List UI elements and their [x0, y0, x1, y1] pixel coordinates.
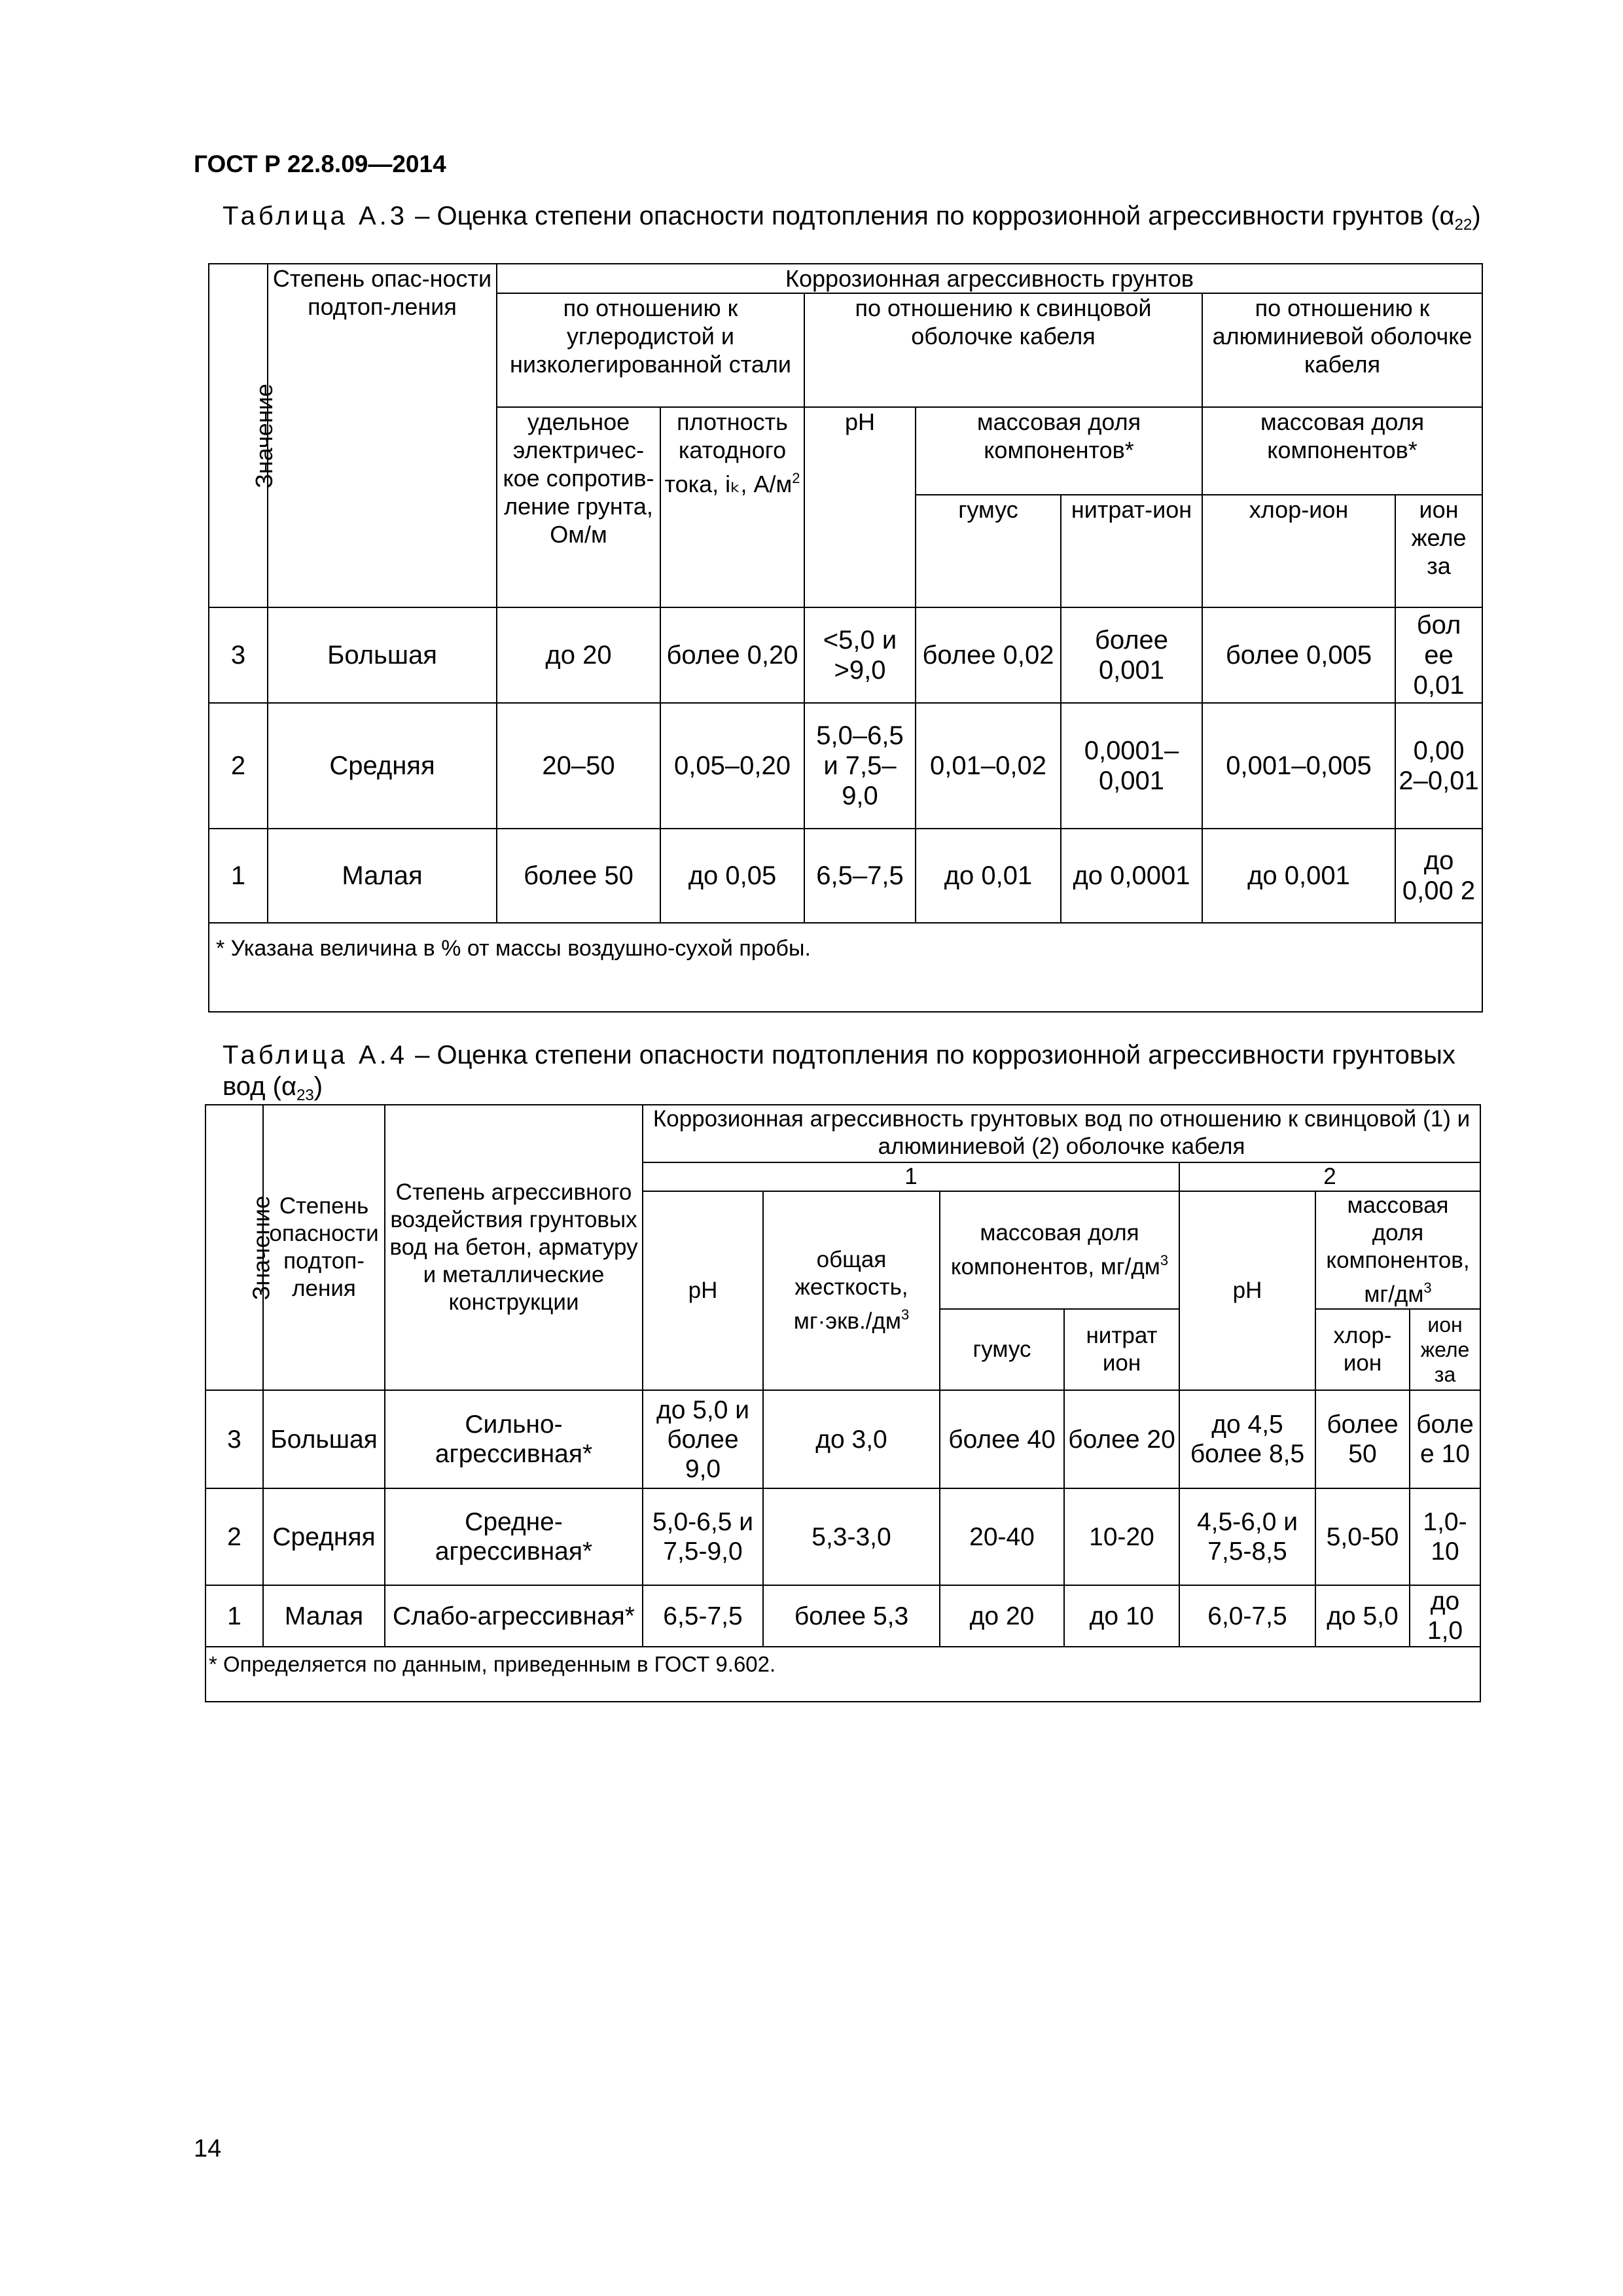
table4-cell-ph1: 6,5-7,5 — [643, 1585, 763, 1647]
table3-caption-end: ) — [1472, 202, 1481, 230]
table3-header-lead: по отношению к свинцовой оболочке кабеля — [804, 293, 1202, 407]
table4-header-chlorine: хлор-ион — [1315, 1309, 1410, 1390]
table3-cell-resist: более 50 — [497, 829, 660, 923]
table3-cell-ph: 5,0–6,5 и 7,5–9,0 — [804, 703, 916, 829]
table3-footnote: * Указана величина в % от массы воздушно-сухой пробы. — [209, 923, 1482, 1012]
table3-cell-iron: 0,00 2–0,01 — [1395, 703, 1482, 829]
table3-header-degree: Степень опас-ности подтоп-ления — [268, 264, 497, 607]
table4-header-mass1-sup: 3 — [1160, 1252, 1169, 1268]
table4-caption-end: ) — [313, 1072, 323, 1101]
table4-cell-nitrate: более 20 — [1064, 1390, 1179, 1488]
table4-cell-ph1: до 5,0 и более 9,0 — [643, 1390, 763, 1488]
table4-header-mass1 — [940, 1191, 1179, 1309]
table4-cell-chlor: 5,0-50 — [1315, 1488, 1410, 1585]
table4-cell-hard: 5,3-3,0 — [763, 1488, 940, 1585]
table3-cell-degree: Большая — [268, 607, 497, 703]
table4-cell-humus: 20-40 — [940, 1488, 1064, 1585]
table3-header-density-text: плотность катодного тока, iₖ, А/м — [664, 408, 793, 497]
table4-cell-humus: до 20 — [940, 1585, 1064, 1647]
table3-header-humus: гумус — [916, 495, 1061, 607]
table3-cell-value: 3 — [209, 607, 268, 703]
table4-cell-chlor: более 50 — [1315, 1390, 1410, 1488]
table4-header-hardness-text: общая жесткость, мг·экв./дм — [793, 1247, 908, 1334]
table3-caption-sub: 22 — [1454, 216, 1472, 234]
table4-footnote: * Определяется по данным, приведенным в ГОСТ 9.602. — [205, 1647, 1480, 1702]
table4-cell-nitrate: до 10 — [1064, 1585, 1179, 1647]
table3-cell-humus: до 0,01 — [916, 829, 1061, 923]
table4-header-hardness — [763, 1191, 940, 1390]
table-row — [209, 607, 1482, 703]
table3-cell-density: до 0,05 — [660, 829, 804, 923]
table4 — [205, 1104, 1481, 1702]
table4-header-group1: 1 — [643, 1162, 1179, 1191]
table4-cell-ph1: 5,0-6,5 и 7,5-9,0 — [643, 1488, 763, 1585]
table4-cell-value: 3 — [205, 1390, 263, 1488]
table4-cell-aggr: Слабо-агрессивная* — [385, 1585, 643, 1647]
table3-caption-label: Таблица А.3 — [223, 202, 408, 230]
table4-header-ph2: pH — [1179, 1191, 1315, 1390]
table3-cell-chlor: до 0,001 — [1202, 829, 1395, 923]
table3-header-mass-lead: массовая доля компонентов* — [916, 407, 1202, 495]
document-header: ГОСТ Р 22.8.09—2014 — [194, 151, 446, 177]
table4-header-mass1-text: массовая доля компонентов, мг/дм — [950, 1220, 1160, 1280]
table-row — [205, 1488, 1480, 1585]
table3 — [208, 263, 1483, 1013]
table3-header-nitrate: нитрат-ион — [1061, 495, 1202, 607]
table4-cell-degree: Средняя — [263, 1488, 385, 1585]
table4-header-corrosion: Коррозионная агрессивность грунтовых вод по отношению к свинцовой (1) и алюминиевой (2) оболочке кабеля — [643, 1105, 1480, 1162]
table3-header-chlorine: хлор-ион — [1202, 495, 1395, 607]
table4-header-mass2 — [1315, 1191, 1480, 1309]
table3-header-ph: pH — [804, 407, 916, 607]
table4-cell-iron: до 1,0 — [1410, 1585, 1480, 1647]
table4-cell-degree: Большая — [263, 1390, 385, 1488]
table3-cell-iron: бол ее 0,01 — [1395, 607, 1482, 703]
table3-header-value-text: Значение — [250, 384, 277, 488]
table4-cell-humus: более 40 — [940, 1390, 1064, 1488]
table4-header-group2: 2 — [1179, 1162, 1480, 1191]
table-row — [209, 703, 1482, 829]
table3-header-resistivity: удельное электричес-кое сопротив-ление грунта, Ом/м — [497, 407, 660, 607]
table4-header-value — [205, 1105, 275, 1390]
table-row — [205, 1390, 1480, 1488]
table4-header-aggressiveness: Степень агрессивного воздействия грунтовых вод на бетон, арматуру и металлические конструкции — [385, 1105, 643, 1390]
table4-caption-sub: 23 — [296, 1086, 314, 1104]
table4-header-hardness-sup: 3 — [901, 1306, 910, 1323]
page-number: 14 — [194, 2135, 222, 2162]
table-row — [205, 1585, 1480, 1647]
table4-header-ph1: pH — [643, 1191, 763, 1390]
table3-caption — [223, 200, 1505, 241]
table4-cell-hard: до 3,0 — [763, 1390, 940, 1488]
table3-cell-value: 2 — [209, 703, 268, 829]
table4-header-degree: Степень опасности подтоп-ления — [263, 1105, 385, 1390]
table4-cell-degree: Малая — [263, 1585, 385, 1647]
table4-cell-iron: боле е 10 — [1410, 1390, 1480, 1488]
table4-cell-nitrate: 10-20 — [1064, 1488, 1179, 1585]
table3-cell-degree: Средняя — [268, 703, 497, 829]
table4-header-iron: ион желе за — [1410, 1309, 1480, 1390]
table4-cell-chlor: до 5,0 — [1315, 1585, 1410, 1647]
table4-cell-value: 1 — [205, 1585, 263, 1647]
table4-cell-aggr: Средне-агрессивная* — [385, 1488, 643, 1585]
table3-cell-chlor: 0,001–0,005 — [1202, 703, 1395, 829]
table4-cell-ph2: до 4,5 более 8,5 — [1179, 1390, 1315, 1488]
table3-cell-value: 1 — [209, 829, 268, 923]
table3-cell-nitrate: более 0,001 — [1061, 607, 1202, 703]
table3-cell-density: более 0,20 — [660, 607, 804, 703]
table3-cell-ph: <5,0 и >9,0 — [804, 607, 916, 703]
table3-header-aluminium: по отношению к алюминиевой оболочке кабеля — [1202, 293, 1482, 407]
table3-cell-humus: 0,01–0,02 — [916, 703, 1061, 829]
table3-cell-nitrate: до 0,0001 — [1061, 829, 1202, 923]
table3-header-steel: по отношению к углеродистой и низколегированной стали — [497, 293, 804, 407]
table3-cell-chlor: более 0,005 — [1202, 607, 1395, 703]
table3-cell-degree: Малая — [268, 829, 497, 923]
table3-header-value — [209, 264, 277, 607]
table3-cell-resist: до 20 — [497, 607, 660, 703]
table4-cell-value: 2 — [205, 1488, 263, 1585]
table4-cell-hard: более 5,3 — [763, 1585, 940, 1647]
table3-cell-resist: 20–50 — [497, 703, 660, 829]
table3-header-corrosion: Коррозионная агрессивность грунтов — [497, 264, 1482, 293]
table4-header-nitrate: нитрат ион — [1064, 1309, 1179, 1390]
table3-header-density-sup: 2 — [792, 470, 800, 486]
table3-cell-iron: до 0,00 2 — [1395, 829, 1482, 923]
table3-caption-text: – Оценка степени опасности подтопления по коррозионной агрессивности грунтов (α — [408, 202, 1455, 230]
table4-cell-iron: 1,0-10 — [1410, 1488, 1480, 1585]
table3-cell-density: 0,05–0,20 — [660, 703, 804, 829]
table4-header-humus: гумус — [940, 1309, 1064, 1390]
table3-header-density — [660, 407, 804, 607]
table3-cell-ph: 6,5–7,5 — [804, 829, 916, 923]
table3-header-iron: ион желе за — [1395, 495, 1482, 607]
table3-cell-nitrate: 0,0001–0,001 — [1061, 703, 1202, 829]
table4-header-value-text: Значение — [247, 1195, 275, 1300]
table3-cell-humus: более 0,02 — [916, 607, 1061, 703]
table4-caption — [223, 1039, 1505, 1111]
table-row — [209, 829, 1482, 923]
table4-cell-ph2: 6,0-7,5 — [1179, 1585, 1315, 1647]
table4-cell-ph2: 4,5-6,0 и 7,5-8,5 — [1179, 1488, 1315, 1585]
table4-header-mass2-sup: 3 — [1423, 1280, 1432, 1296]
table4-caption-text: – Оценка степени опасности подтопления по коррозионной агрессивности грунтовых вод (α — [223, 1041, 1455, 1101]
table4-cell-aggr: Сильно-агрессивная* — [385, 1390, 643, 1488]
table3-header-mass-alu: массовая доля компонентов* — [1202, 407, 1482, 495]
table4-caption-label: Таблица А.4 — [223, 1041, 408, 1069]
table4-header-mass2-text: массовая доля компонентов, мг/дм — [1326, 1193, 1470, 1307]
